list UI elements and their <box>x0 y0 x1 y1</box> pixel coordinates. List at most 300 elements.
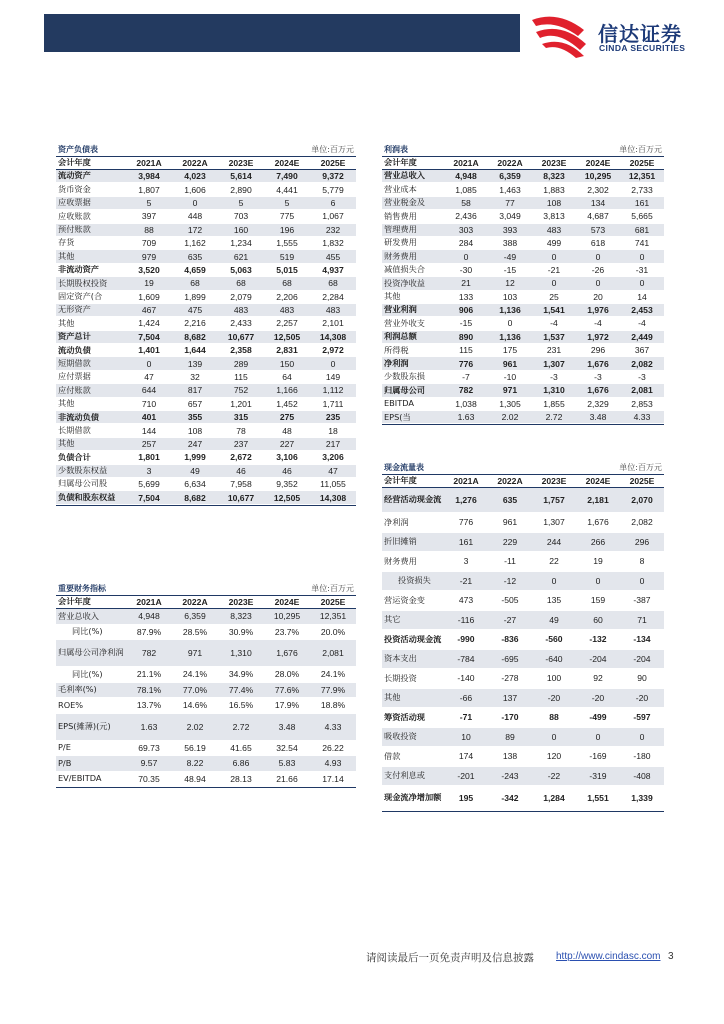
cell-value: 979 <box>141 251 157 262</box>
disclaimer-text: 请阅读最后一页免责声明及信息披露 <box>366 952 534 964</box>
cell-value: 1,234 <box>230 238 252 249</box>
cell-value: 2022A <box>497 158 523 168</box>
cell-value: -3 <box>638 372 646 383</box>
table-row <box>56 183 356 196</box>
row-label: 非流动负债 <box>58 412 99 422</box>
row-label: 利润总额 <box>384 332 417 342</box>
table-row <box>56 683 356 699</box>
cell-value: 47 <box>144 372 154 383</box>
cell-value: 70.35 <box>138 773 160 784</box>
cell-value: 26.22 <box>322 742 344 753</box>
cell-value: 247 <box>187 439 203 449</box>
cell-value: 296 <box>590 345 606 356</box>
cell-value: 776 <box>458 517 474 528</box>
cell-value: 2,082 <box>631 358 653 369</box>
cell-value: 28.5% <box>182 626 208 637</box>
cell-value: 2022A <box>497 476 523 486</box>
row-label: 其他 <box>58 399 75 409</box>
cell-value: 21.1% <box>136 669 162 680</box>
cell-value: 971 <box>187 648 203 658</box>
cell-value: -597 <box>633 712 651 723</box>
table-row <box>56 741 356 757</box>
table-bottom-rule <box>56 505 356 506</box>
cell-value: 229 <box>502 536 518 547</box>
cell-value: 3,520 <box>138 264 160 275</box>
row-label: 投资活动现金流 <box>384 634 442 644</box>
table-row <box>382 488 664 513</box>
cell-value: -71 <box>459 712 473 723</box>
cell-value: 1,757 <box>543 495 565 505</box>
cell-value: 30.9% <box>228 626 254 637</box>
row-label: 经营活动现金流 <box>384 495 442 505</box>
table-row <box>56 714 356 741</box>
cell-value: 90 <box>637 673 647 684</box>
cell-value: 1,424 <box>138 318 160 329</box>
cell-value: 4,659 <box>184 264 206 275</box>
table-row <box>56 371 356 384</box>
cell-value: 2023E <box>541 158 567 168</box>
table-unit: 单位:百万元 <box>311 145 354 154</box>
cell-value: 6 <box>330 197 336 208</box>
cell-value: 1,085 <box>455 184 477 195</box>
cell-value: 3 <box>146 465 152 476</box>
cell-value: 2021A <box>453 158 479 168</box>
cell-value: 971 <box>502 385 518 396</box>
table-row <box>56 640 356 667</box>
cell-value: -20 <box>547 692 561 703</box>
row-label: 折旧摊销 <box>384 537 417 547</box>
row-label: EPS(当 <box>384 412 411 422</box>
cell-value: 12 <box>505 278 515 289</box>
cell-value: 289 <box>233 358 249 369</box>
cell-value: 2,082 <box>631 517 653 528</box>
cell-value: 0 <box>595 731 601 742</box>
cell-value: 1,201 <box>230 398 252 409</box>
cell-value: 7,504 <box>138 492 160 503</box>
balance-sheet-table <box>56 144 356 506</box>
cell-value: 1,038 <box>455 398 477 409</box>
cell-value: -21 <box>459 575 473 586</box>
cell-value: 618 <box>590 238 606 249</box>
cell-value: -30 <box>459 264 473 275</box>
cell-value: 303 <box>458 224 474 235</box>
cell-value: 47 <box>328 465 338 476</box>
header-row <box>56 596 356 609</box>
cell-value: 752 <box>233 385 249 396</box>
cell-value: 22 <box>549 556 559 567</box>
logo-text-cn: 信达证券 <box>598 22 682 46</box>
cell-value: -505 <box>501 595 519 606</box>
cell-value: 961 <box>502 517 518 528</box>
cell-value: 195 <box>458 793 474 803</box>
cell-value: 77.6% <box>274 684 300 695</box>
cell-value: 2,358 <box>230 345 252 356</box>
table-row <box>56 304 356 317</box>
row-label: 借款 <box>384 751 401 761</box>
cell-value: 1.63 <box>457 412 475 423</box>
cell-value: -27 <box>503 614 517 625</box>
row-label: 投资净收益 <box>384 278 425 288</box>
cell-value: 0 <box>639 251 645 262</box>
cell-value: 48.94 <box>184 773 206 784</box>
cell-value: 1,972 <box>587 331 609 342</box>
cell-value: 6,359 <box>499 171 521 182</box>
table-row <box>382 183 664 196</box>
cell-value: -12 <box>503 575 517 586</box>
cell-value: 2,672 <box>230 452 252 463</box>
cell-value: -49 <box>503 251 517 262</box>
cell-value: 2025E <box>629 476 655 486</box>
cell-value: 2,831 <box>276 345 298 356</box>
row-label: 归属母公司 <box>384 385 425 395</box>
row-label: 会计年度 <box>384 158 417 168</box>
cell-value: -116 <box>457 614 475 625</box>
cell-value: 71 <box>637 614 647 625</box>
table-title: 现金流量表 <box>384 463 424 472</box>
cell-value: 60 <box>593 614 603 625</box>
cell-value: 2024E <box>585 158 611 168</box>
cell-value: 2.72 <box>545 412 563 423</box>
table-row <box>382 170 664 183</box>
cell-value: 2,436 <box>455 211 477 222</box>
cell-value: 7,490 <box>276 171 298 182</box>
cell-value: 68 <box>328 278 338 289</box>
cell-value: 0 <box>330 358 336 369</box>
cell-value: 1,339 <box>631 793 653 803</box>
table-row <box>56 210 356 223</box>
row-label: 其它 <box>384 615 401 625</box>
cell-value: 227 <box>279 439 295 449</box>
cell-value: 3,813 <box>543 211 565 222</box>
footer <box>0 950 724 966</box>
cell-value: 9,352 <box>276 479 298 490</box>
row-label: 其他 <box>58 318 75 328</box>
cell-value: 782 <box>458 385 474 396</box>
cell-value: 4.33 <box>324 721 342 732</box>
cell-value: 5,614 <box>230 171 252 182</box>
cell-value: 133 <box>458 291 474 302</box>
row-label: 营业成本 <box>384 184 417 194</box>
row-label: EPS(摊薄)(元) <box>58 721 111 731</box>
cell-value: 8.22 <box>186 758 204 769</box>
cell-value: 68 <box>190 278 200 289</box>
row-label: 长期借款 <box>58 425 91 435</box>
cell-value: 244 <box>546 536 562 547</box>
cell-value: 2021A <box>453 476 479 486</box>
cell-value: 103 <box>502 291 518 302</box>
table-row <box>56 398 356 411</box>
row-label: EV/EBITDA <box>58 774 102 784</box>
cell-value: 134 <box>590 197 606 208</box>
table-bottom-rule <box>382 424 664 425</box>
cell-value: 89 <box>505 731 515 742</box>
cell-value: 1,541 <box>543 305 565 316</box>
table-row <box>382 331 664 344</box>
table-title-bar <box>382 462 664 475</box>
cell-value: 2021A <box>136 158 162 168</box>
cell-value: 138 <box>502 751 518 762</box>
cell-value: -4 <box>550 318 558 329</box>
cell-value: -10 <box>503 372 517 383</box>
cell-value: 46 <box>282 465 292 476</box>
cell-value: 68 <box>282 278 292 289</box>
cell-value: -140 <box>457 673 475 684</box>
cell-value: 17.14 <box>322 773 344 784</box>
row-label: 其他 <box>384 693 401 703</box>
cell-value: 77 <box>505 197 515 208</box>
header-row <box>382 157 664 170</box>
cell-value: 3.48 <box>278 721 296 732</box>
row-label: 存货 <box>58 238 75 248</box>
row-label: 少数股东权益 <box>58 466 108 476</box>
cell-value: 14,308 <box>319 331 347 342</box>
cell-value: 1,136 <box>499 331 521 342</box>
cell-value: -784 <box>457 653 475 664</box>
cell-value: 635 <box>187 251 203 262</box>
row-label: 营业总收入 <box>58 611 99 621</box>
logo-text-en: CINDA SECURITIES <box>599 43 686 53</box>
cell-value: 115 <box>459 345 473 356</box>
cell-value: -134 <box>633 634 651 645</box>
cell-value: -22 <box>547 770 561 781</box>
cell-value: 10 <box>461 731 471 742</box>
row-label: 固定资产(合 <box>58 292 103 301</box>
row-label: 长期投资 <box>384 673 417 683</box>
table-row <box>56 331 356 344</box>
row-label: 财务费用 <box>384 556 417 566</box>
cell-value: 710 <box>141 398 157 409</box>
cell-value: 0 <box>551 731 557 742</box>
cell-value: 2,257 <box>276 318 298 329</box>
cell-value: 397 <box>141 211 157 222</box>
cell-value: 2,216 <box>184 318 206 329</box>
cell-value: 2,181 <box>587 495 609 505</box>
cell-value: -15 <box>503 264 517 275</box>
row-label: 营业税金及 <box>384 198 425 208</box>
cell-value: -20 <box>635 692 649 703</box>
cell-value: 217 <box>325 439 341 449</box>
table-row <box>382 250 664 263</box>
cell-value: 1,676 <box>587 358 609 369</box>
row-label: 管理费用 <box>384 225 417 235</box>
cell-value: 6.86 <box>232 758 250 769</box>
cell-value: 64 <box>282 372 292 383</box>
table-unit: 单位:百万元 <box>619 145 662 154</box>
cell-value: 175 <box>502 345 518 356</box>
cell-value: 8,682 <box>184 331 206 342</box>
cell-value: 4,948 <box>455 171 477 182</box>
cell-value: 5 <box>284 197 290 208</box>
cell-value: 8 <box>639 556 645 567</box>
cell-value: 24.1% <box>182 669 208 680</box>
cell-value: 1,276 <box>455 495 477 505</box>
cell-value: 1,537 <box>543 331 565 342</box>
cell-value: 388 <box>502 238 518 249</box>
table-row <box>56 772 356 788</box>
cell-value: 657 <box>187 398 203 409</box>
cell-value: 137 <box>502 692 518 703</box>
table-row <box>56 344 356 357</box>
cell-value: 69.73 <box>138 742 160 753</box>
cell-value: -204 <box>633 653 651 664</box>
cell-value: 475 <box>187 305 203 316</box>
cell-value: 483 <box>325 305 341 316</box>
cell-value: 2,081 <box>322 648 344 658</box>
cell-value: 237 <box>233 439 249 449</box>
row-label: 流动负债 <box>58 345 91 355</box>
header-bar <box>44 14 520 52</box>
cell-value: 5.83 <box>278 758 296 769</box>
cell-value: 77.9% <box>320 684 346 695</box>
cell-value: 58 <box>461 197 471 208</box>
cell-value: 92 <box>593 673 603 684</box>
table-row <box>56 625 356 641</box>
table-row <box>382 264 664 277</box>
cell-value: 2025E <box>320 597 346 607</box>
row-label: P/B <box>58 758 72 768</box>
table-row <box>56 384 356 397</box>
cell-value: 2,302 <box>587 184 609 195</box>
cell-value: -15 <box>459 318 473 329</box>
cell-value: 315 <box>233 412 249 423</box>
cell-value: 196 <box>279 224 295 235</box>
cell-value: 455 <box>325 251 341 262</box>
cell-value: 16.5% <box>228 700 254 711</box>
cell-value: 28.0% <box>274 669 300 680</box>
cell-value: 1,676 <box>587 385 609 396</box>
cell-value: 3,984 <box>138 171 160 182</box>
row-label: 毛利率(%) <box>58 685 97 695</box>
cell-value: 14 <box>637 291 647 302</box>
table-row <box>56 438 356 451</box>
cell-value: 10,677 <box>227 331 255 342</box>
table-row <box>56 451 356 464</box>
cell-value: 775 <box>279 211 295 222</box>
row-label: 资产总计 <box>58 332 91 342</box>
cell-value: 14.6% <box>182 700 208 711</box>
cell-value: 2.72 <box>232 721 250 732</box>
cell-value: 467 <box>141 305 157 316</box>
table-row <box>382 767 664 787</box>
cell-value: 1,711 <box>322 398 344 409</box>
cell-value: 77.0% <box>182 684 208 695</box>
cell-value: 473 <box>458 595 474 606</box>
table-row <box>56 698 356 714</box>
cell-value: 483 <box>279 305 295 316</box>
cell-value: 3,049 <box>499 211 521 222</box>
cell-value: 782 <box>141 648 157 658</box>
cell-value: 4,023 <box>184 171 206 182</box>
row-label: 归属母公司股 <box>58 479 108 489</box>
row-label: 投资损失 <box>398 576 431 586</box>
row-label: 筹资活动现 <box>384 712 425 722</box>
table-row <box>382 344 664 357</box>
cell-value: 3,106 <box>276 452 298 463</box>
cell-value: -169 <box>589 751 607 762</box>
cell-value: 1.63 <box>140 721 158 732</box>
table-row <box>382 411 664 424</box>
cell-value: 5,779 <box>322 184 344 195</box>
cell-value: 17.9% <box>274 700 300 711</box>
table-row <box>382 357 664 370</box>
cell-value: 3 <box>463 556 469 567</box>
cell-value: 703 <box>233 211 249 222</box>
cell-value: -4 <box>638 318 646 329</box>
table-title-bar <box>382 144 664 157</box>
table-row <box>56 411 356 424</box>
row-label: 其他 <box>58 251 75 261</box>
row-label: 营业外收支 <box>384 318 425 328</box>
cell-value: 741 <box>634 238 650 249</box>
cell-value: 144 <box>141 425 157 436</box>
cell-value: 2,079 <box>230 291 252 302</box>
row-label: ROE% <box>58 700 84 710</box>
row-label: 同比(%) <box>72 669 103 679</box>
cell-value: 8,323 <box>230 611 252 622</box>
cell-value: 100 <box>546 673 562 684</box>
cell-value: -319 <box>589 770 607 781</box>
cell-value: 9,372 <box>322 171 344 182</box>
cell-value: 2,853 <box>631 398 653 409</box>
cell-value: 19 <box>593 556 603 567</box>
table-row <box>56 317 356 330</box>
website-link[interactable]: http://www.cindasc.com <box>556 951 661 962</box>
table-row <box>56 170 356 183</box>
table-row <box>382 304 664 317</box>
cell-value: 2,890 <box>230 184 252 195</box>
row-label: 现金流净增加额 <box>384 793 442 803</box>
cell-value: 257 <box>141 439 157 449</box>
cell-value: 159 <box>590 595 606 606</box>
cell-value: 2023E <box>228 597 254 607</box>
cell-value: 1,999 <box>184 452 206 463</box>
table-row <box>382 210 664 223</box>
cell-value: 160 <box>233 224 249 235</box>
cell-value: -695 <box>501 653 519 664</box>
cell-value: -342 <box>501 793 519 803</box>
header-row <box>56 157 356 170</box>
cell-value: 635 <box>502 495 518 505</box>
table-row <box>382 237 664 250</box>
cell-value: 21 <box>461 278 471 289</box>
cell-value: 2022A <box>182 158 208 168</box>
cell-value: 644 <box>141 385 157 396</box>
cell-value: -7 <box>462 372 470 383</box>
cell-value: 20.0% <box>320 626 346 637</box>
cell-value: -180 <box>633 751 651 762</box>
table-row <box>56 667 356 683</box>
table-row <box>382 384 664 397</box>
cell-value: 87.9% <box>136 626 162 637</box>
cell-value: 23.7% <box>274 626 300 637</box>
table-row <box>382 708 664 728</box>
table-row <box>382 669 664 689</box>
cell-value: 172 <box>187 224 203 235</box>
table-row <box>56 424 356 437</box>
cell-value: 906 <box>458 305 474 316</box>
cell-value: 2,070 <box>631 495 653 505</box>
table-row <box>382 552 664 572</box>
row-label: 会计年度 <box>58 158 91 168</box>
cell-value: 12,351 <box>319 611 347 622</box>
table-row <box>56 237 356 250</box>
cell-value: 1,162 <box>184 238 206 249</box>
row-label: 归属母公司净利润 <box>58 648 124 658</box>
table-row <box>56 465 356 478</box>
cell-value: -990 <box>457 634 475 645</box>
row-label: 短期借款 <box>58 358 91 368</box>
row-label: 资本支出 <box>384 654 417 664</box>
